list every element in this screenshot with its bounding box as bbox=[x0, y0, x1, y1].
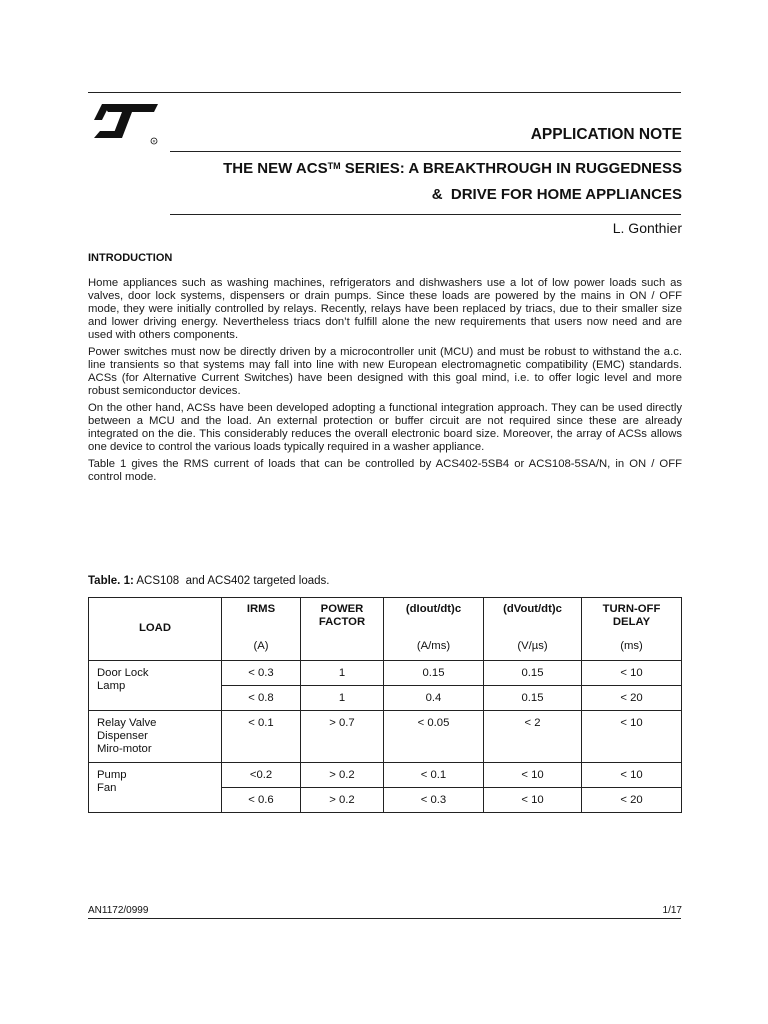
cell-diout-dt: < 0.3 bbox=[384, 787, 484, 812]
cell-diout-dt: 0.4 bbox=[384, 685, 484, 710]
cell-irms: < 0.3 bbox=[222, 660, 301, 685]
trademark-mark: TM bbox=[327, 161, 341, 171]
document-id: AN1172/0999 bbox=[88, 905, 149, 916]
cell-dvout-dt: 0.15 bbox=[484, 660, 582, 685]
table-row bbox=[89, 660, 682, 685]
cell-dvout-dt: 0.15 bbox=[484, 685, 582, 710]
cell-irms: < 0.1 bbox=[222, 710, 301, 762]
author: L. Gonthier bbox=[612, 220, 682, 236]
cell-power-factor: 1 bbox=[301, 685, 384, 710]
title-bottom-rule bbox=[170, 214, 681, 215]
header-irms: IRMS bbox=[222, 598, 301, 640]
section-heading: INTRODUCTION bbox=[88, 252, 173, 264]
load-names: Door Lock Lamp bbox=[89, 660, 222, 710]
header-turn-off-delay: TURN-OFF DELAY bbox=[582, 598, 682, 640]
st-logo bbox=[88, 98, 160, 146]
cell-dvout-dt: < 10 bbox=[484, 787, 582, 812]
unit-diout-dt: (A/ms) bbox=[384, 640, 484, 661]
unit-dvout-dt: (V/µs) bbox=[484, 640, 582, 661]
cell-dvout-dt: < 10 bbox=[484, 762, 582, 787]
cell-diout-dt: < 0.1 bbox=[384, 762, 484, 787]
cell-irms: < 0.6 bbox=[222, 787, 301, 812]
title-suffix: SERIES: A BREAKTHROUGH IN RUGGEDNESS bbox=[340, 160, 682, 177]
cell-power-factor: > 0.2 bbox=[301, 762, 384, 787]
cell-irms: < 0.8 bbox=[222, 685, 301, 710]
body-text bbox=[88, 277, 682, 488]
header-power-factor: POWER FACTOR bbox=[301, 598, 384, 640]
paragraph: Table 1 gives the RMS current of loads that can be controlled by ACS402-5SB4 or ACS108-5SA/N, in ON / OFF control mode. bbox=[88, 458, 682, 483]
header-dvout-dt: (dVout/dt)c bbox=[484, 598, 582, 640]
footer-rule bbox=[88, 918, 681, 919]
unit-irms: (A) bbox=[222, 640, 301, 661]
cell-turn-off-delay: < 10 bbox=[582, 660, 682, 685]
load-names: Pump Fan bbox=[89, 762, 222, 812]
cell-power-factor: > 0.2 bbox=[301, 787, 384, 812]
title-rule bbox=[170, 151, 681, 152]
top-rule bbox=[88, 92, 681, 93]
svg-text:R: R bbox=[152, 138, 156, 144]
cell-power-factor: > 0.7 bbox=[301, 710, 384, 762]
header-load: LOAD bbox=[89, 598, 222, 661]
loads-table bbox=[88, 597, 682, 813]
caption-label: Table. 1: bbox=[88, 575, 134, 587]
paragraph: Home appliances such as washing machines, refrigerators and dishwashers use a lot of low power loads such as valves, door lock systems, dispensers or drain pumps. Since these loads are powered by the mains in ON / OFF mode, they were initially controlled by relays. Recently, relays have been replaced by triacs, due to their smaller size and lower driving energy. Nevertheless triacs don’t fulfill alone the new requirements that users now need and are used with others components. bbox=[88, 277, 682, 341]
table-caption bbox=[88, 575, 329, 587]
document-type: APPLICATION NOTE bbox=[530, 126, 682, 143]
load-names: Relay Valve Dispenser Miro-motor bbox=[89, 710, 222, 762]
cell-turn-off-delay: < 10 bbox=[582, 762, 682, 787]
page-number: 1/17 bbox=[662, 905, 682, 916]
header-diout-dt: (dIout/dt)c bbox=[384, 598, 484, 640]
unit-power-factor bbox=[301, 640, 384, 661]
cell-turn-off-delay: < 10 bbox=[582, 710, 682, 762]
document-title-line-1 bbox=[223, 160, 682, 177]
cell-turn-off-delay: < 20 bbox=[582, 685, 682, 710]
table-row bbox=[89, 762, 682, 787]
table-header-row bbox=[89, 598, 682, 640]
cell-diout-dt: 0.15 bbox=[384, 660, 484, 685]
cell-irms: <0.2 bbox=[222, 762, 301, 787]
document-title-line-2: & DRIVE FOR HOME APPLIANCES bbox=[431, 186, 682, 203]
title-prefix: THE NEW ACS bbox=[223, 160, 328, 177]
unit-turn-off-delay: (ms) bbox=[582, 640, 682, 661]
caption-text: ACS108 and ACS402 targeted loads. bbox=[133, 575, 330, 587]
cell-power-factor: 1 bbox=[301, 660, 384, 685]
cell-dvout-dt: < 2 bbox=[484, 710, 582, 762]
paragraph: Power switches must now be directly driven by a microcontroller unit (MCU) and must be robust to withstand the a.c. line transients so that systems may fall into line with new European electromagnetic compatibility (EMC) standards. ACSs (for Alternative Current Switches) have been designed with this goal mind, i.e. to offer logic level and more robust semiconductor devices. bbox=[88, 346, 682, 397]
cell-turn-off-delay: < 20 bbox=[582, 787, 682, 812]
paragraph: On the other hand, ACSs have been developed adopting a functional integration approach. They can be used directly between a MCU and the load. An external protection or buffer circuit are not required since these are already integrated on the die. This considerably reduces the overall electronic board size. Moreover, the array of ACSs allows one device to control the various loads typically required in a washer appliance. bbox=[88, 402, 682, 453]
table-row bbox=[89, 710, 682, 762]
cell-diout-dt: < 0.05 bbox=[384, 710, 484, 762]
